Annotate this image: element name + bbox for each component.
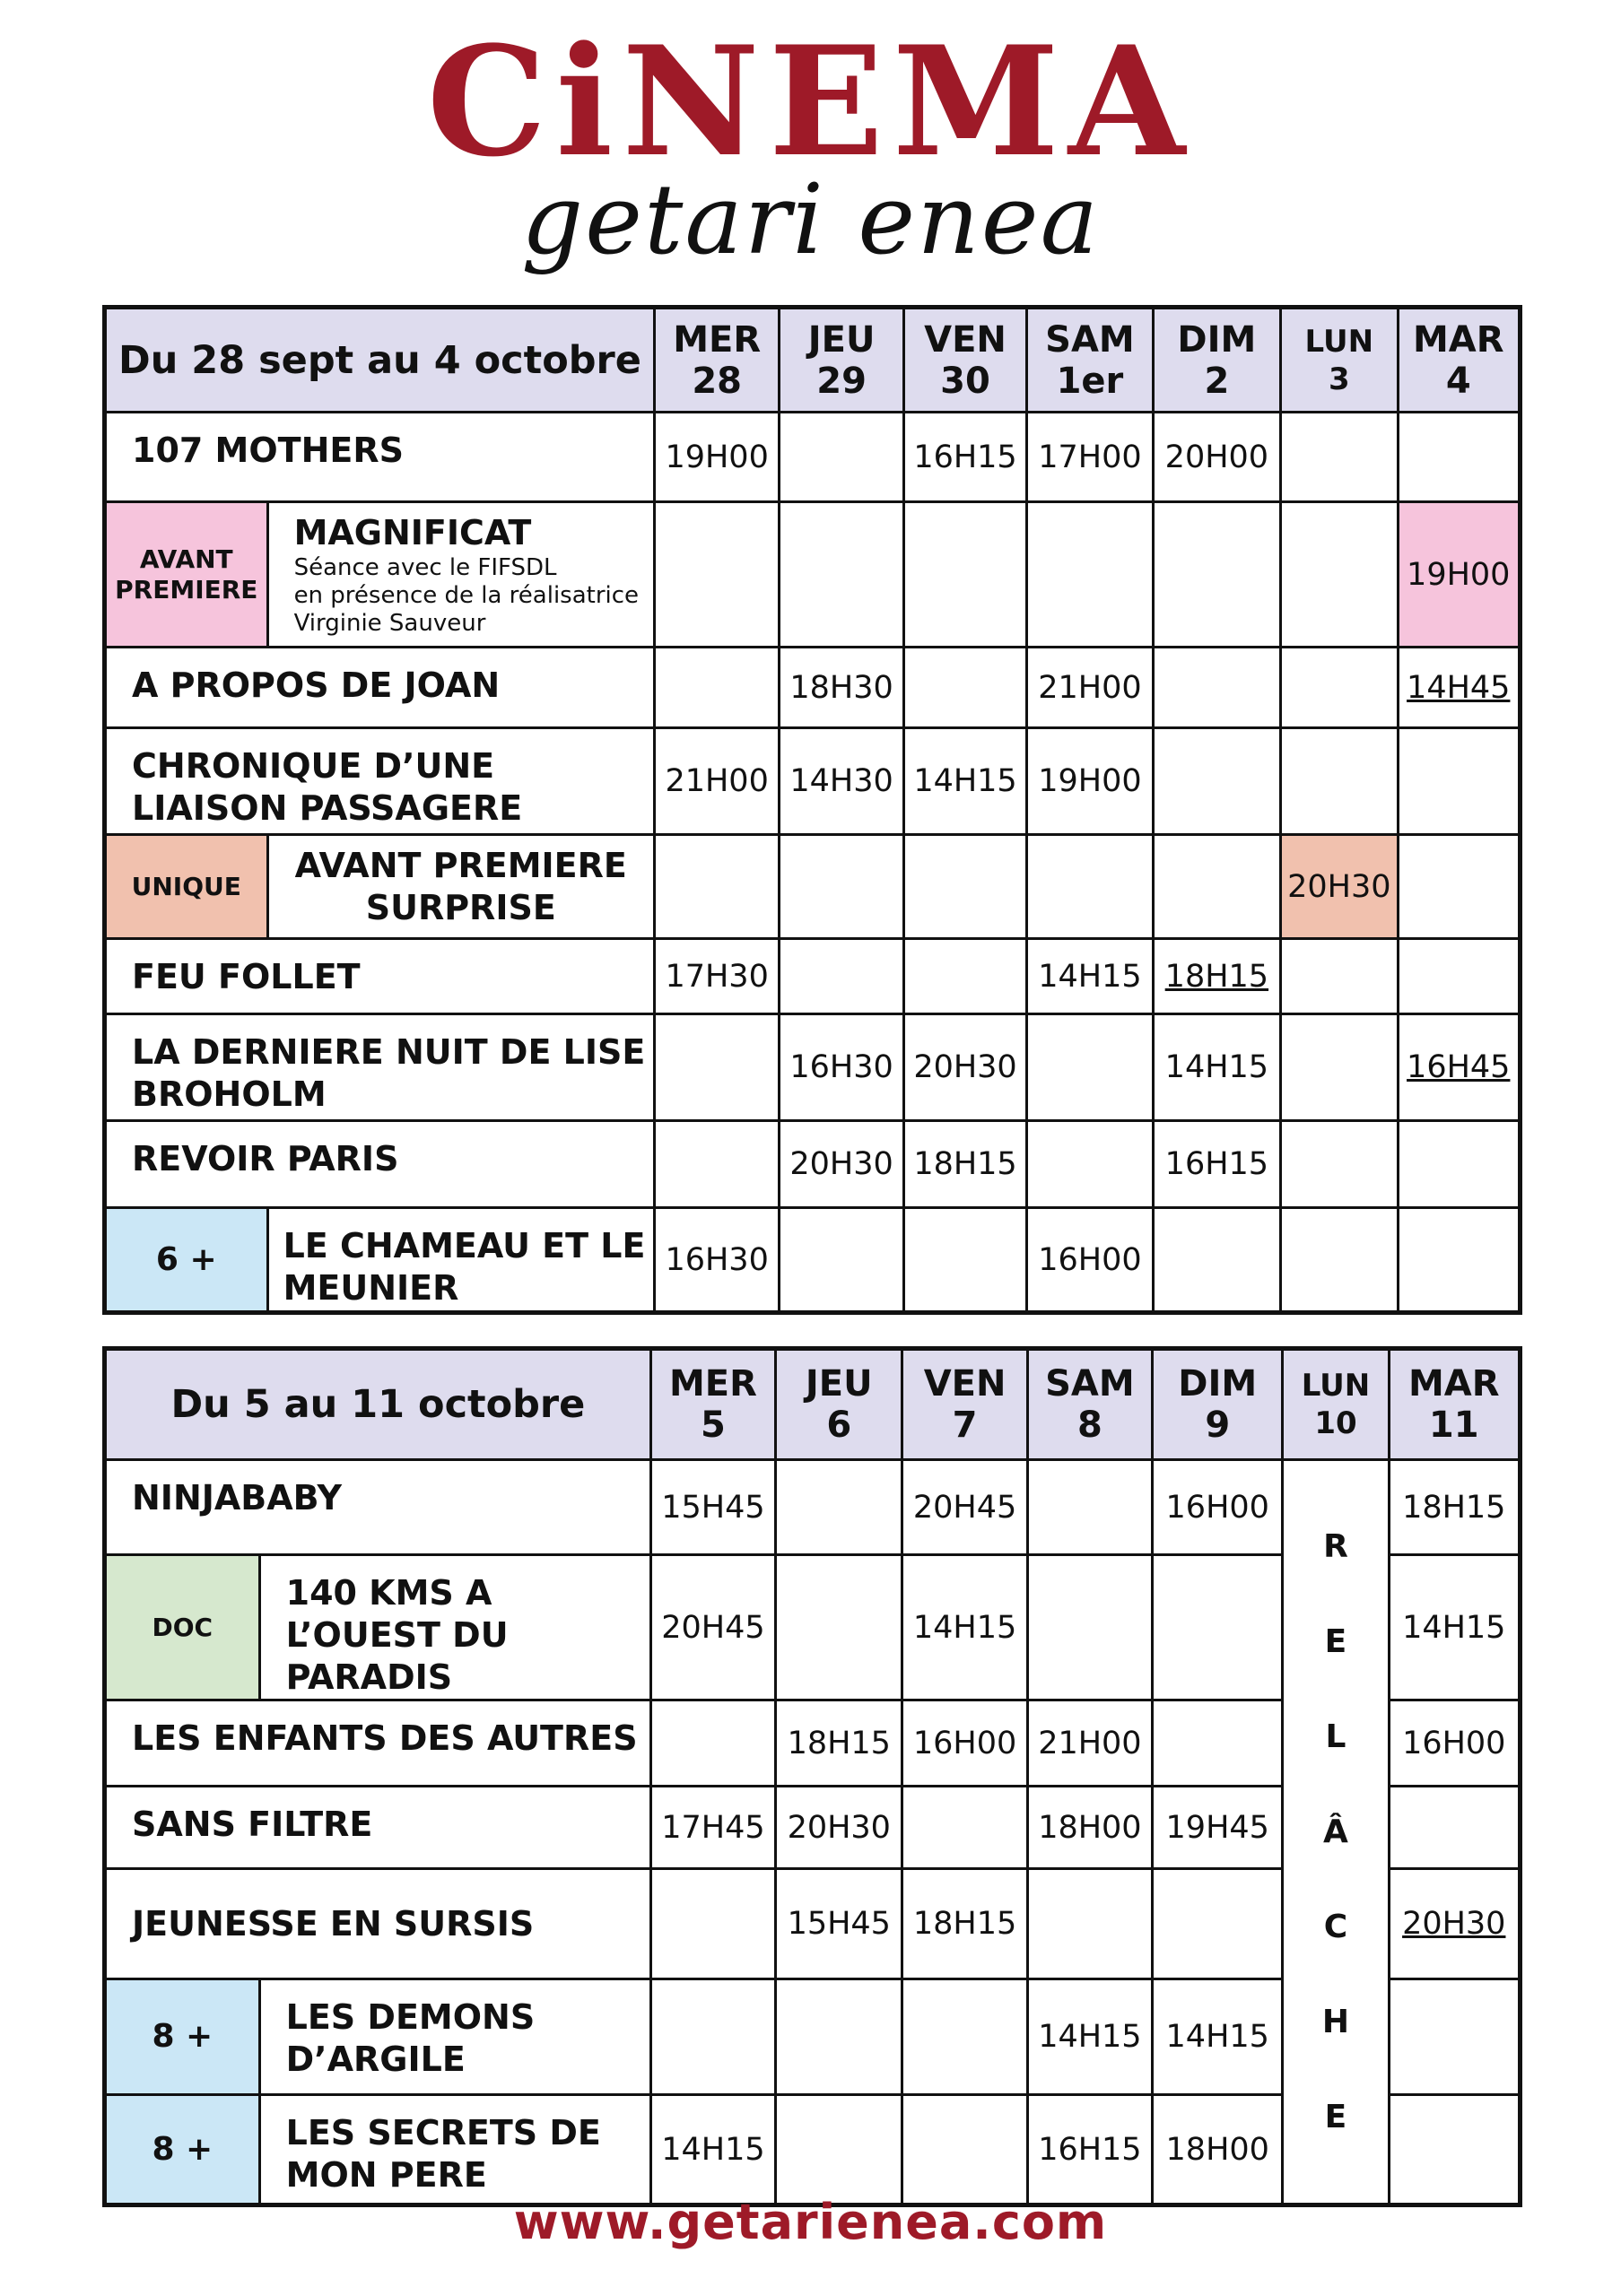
film-title: LE CHAMEAU ET LE MEUNIER <box>267 1208 654 1313</box>
showtime <box>780 413 903 502</box>
week1-header-row <box>105 308 1521 413</box>
day-header: JEU 6 <box>776 1349 902 1460</box>
showtime: 17H45 <box>650 1787 775 1869</box>
showtime <box>780 939 903 1014</box>
showtime: 18H15 <box>1153 939 1280 1014</box>
showtime: 17H00 <box>1027 413 1153 502</box>
showtime: 20H30 <box>903 1014 1026 1121</box>
showtime <box>1153 1555 1283 1700</box>
showtime: 18H00 <box>1153 2095 1283 2205</box>
showtime: 19H00 <box>1398 502 1521 648</box>
day-header: MAR 4 <box>1398 308 1521 413</box>
showtime <box>1153 502 1280 648</box>
showtime <box>1027 1869 1152 1979</box>
showtime: 16H00 <box>1389 1700 1520 1787</box>
showtime <box>780 502 903 648</box>
showtime <box>1398 728 1521 835</box>
showtime <box>1398 1121 1521 1208</box>
age-badge: 8 + <box>105 2095 260 2205</box>
showtime <box>1389 1979 1520 2095</box>
showtime <box>776 2095 902 2205</box>
film-row <box>105 502 1521 648</box>
showtime: 16H45 <box>1398 1014 1521 1121</box>
showtime: 16H15 <box>1153 1121 1280 1208</box>
showtime <box>776 1555 902 1700</box>
showtime: 16H00 <box>1153 1460 1283 1555</box>
showtime: 17H30 <box>654 939 779 1014</box>
film-title: A PROPOS DE JOAN <box>105 648 655 728</box>
cinema-logo: CiNEMA <box>426 13 1195 190</box>
unique-badge: UNIQUE <box>105 835 268 939</box>
showtime <box>650 1979 775 2095</box>
day-header: LUN 10 <box>1283 1349 1389 1460</box>
showtime <box>903 502 1026 648</box>
film-row <box>105 1460 1521 1555</box>
film-row <box>105 1121 1521 1208</box>
showtime <box>1153 1869 1283 1979</box>
week2-header-row <box>105 1349 1521 1460</box>
film-title: SANS FILTRE <box>105 1787 651 1869</box>
showtime <box>654 1121 779 1208</box>
film-note: en présence de la réalisatrice <box>293 582 640 609</box>
film-note: Virginie Sauveur <box>293 610 486 637</box>
day-header: VEN 30 <box>903 308 1026 413</box>
showtime: 16H00 <box>902 1700 1027 1787</box>
showtime <box>654 648 779 728</box>
age-badge: 6 + <box>105 1208 268 1313</box>
showtime <box>1398 939 1521 1014</box>
showtime: 16H30 <box>654 1208 779 1313</box>
film-title: CHRONIQUE D’UNE LIAISON PASSAGERE <box>105 728 655 835</box>
film-title: LES DEMONS D’ARGILE <box>259 1979 650 2095</box>
showtime: 18H30 <box>780 648 903 728</box>
showtime: 16H00 <box>1027 1208 1153 1313</box>
showtime: 20H30 <box>1281 835 1398 939</box>
website-link[interactable]: www.getarienea.com <box>513 2194 1108 2250</box>
showtime <box>1389 2095 1520 2205</box>
showtime <box>1027 835 1153 939</box>
showtime <box>1027 1555 1152 1700</box>
showtime <box>1281 1208 1398 1313</box>
showtime <box>654 502 779 648</box>
showtime <box>902 1787 1027 1869</box>
showtime: 18H00 <box>1027 1787 1152 1869</box>
day-header: LUN 3 <box>1281 308 1398 413</box>
showtime <box>903 835 1026 939</box>
showtime: 15H45 <box>650 1460 775 1555</box>
film-title: JEUNESSE EN SURSIS <box>105 1869 651 1979</box>
film-title: LES SECRETS DE MON PERE <box>259 2095 650 2205</box>
film-title: NINJABABY <box>105 1460 651 1555</box>
showtime: 20H00 <box>1153 413 1280 502</box>
film-row <box>105 1208 1521 1313</box>
showtime: 19H00 <box>1027 728 1153 835</box>
showtime: 18H15 <box>776 1700 902 1787</box>
showtime <box>1153 835 1280 939</box>
showtime <box>1281 413 1398 502</box>
film-row <box>105 728 1521 835</box>
film-title: LA DERNIERE NUIT DE LISE BROHOLM <box>105 1014 655 1121</box>
film-row <box>105 939 1521 1014</box>
week2-schedule-table <box>102 1346 1522 2207</box>
showtime: 20H45 <box>650 1555 775 1700</box>
showtime <box>654 1014 779 1121</box>
showtime: 14H30 <box>780 728 903 835</box>
showtime <box>1281 1014 1398 1121</box>
day-header: MER 5 <box>650 1349 775 1460</box>
day-header: VEN 7 <box>902 1349 1027 1460</box>
film-title: AVANT PREMIERE SURPRISE <box>267 835 654 939</box>
showtime <box>1281 728 1398 835</box>
showtime <box>903 939 1026 1014</box>
showtime: 14H45 <box>1398 648 1521 728</box>
showtime <box>780 835 903 939</box>
film-note: Séance avec le FIFSDL <box>293 554 557 581</box>
showtime: 19H00 <box>654 413 779 502</box>
day-header: MER 28 <box>654 308 779 413</box>
showtime <box>1389 1787 1520 1869</box>
week2-date-range: Du 5 au 11 octobre <box>105 1349 651 1460</box>
day-header: SAM 8 <box>1027 1349 1152 1460</box>
showtime: 19H45 <box>1153 1787 1283 1869</box>
film-row <box>105 648 1521 728</box>
film-title: LES ENFANTS DES AUTRES <box>105 1700 651 1787</box>
showtime: 16H15 <box>1027 2095 1152 2205</box>
showtime: 14H15 <box>1153 1979 1283 2095</box>
showtime: 18H15 <box>902 1869 1027 1979</box>
showtime <box>650 1869 775 1979</box>
film-row <box>105 1014 1521 1121</box>
showtime <box>650 1700 775 1787</box>
showtime <box>1153 1700 1283 1787</box>
showtime <box>776 1460 902 1555</box>
cinema-subtitle: getari enea <box>520 164 1101 276</box>
showtime: 14H15 <box>903 728 1026 835</box>
showtime <box>1281 1121 1398 1208</box>
age-badge: 8 + <box>105 1979 260 2095</box>
showtime <box>1153 728 1280 835</box>
showtime: 14H15 <box>1027 939 1153 1014</box>
film-row <box>105 413 1521 502</box>
doc-badge: DOC <box>105 1555 260 1700</box>
showtime: 14H15 <box>1153 1014 1280 1121</box>
film-title-cell <box>267 502 654 648</box>
film-title: 107 MOTHERS <box>105 413 655 502</box>
showtime: 16H15 <box>903 413 1026 502</box>
showtime <box>1398 835 1521 939</box>
showtime <box>902 1979 1027 2095</box>
day-header: SAM 1er <box>1027 308 1153 413</box>
showtime <box>1281 939 1398 1014</box>
showtime: 21H00 <box>654 728 779 835</box>
showtime: 14H15 <box>902 1555 1027 1700</box>
showtime: 18H15 <box>903 1121 1026 1208</box>
showtime: 14H15 <box>650 2095 775 2205</box>
week1-date-range: Du 28 sept au 4 octobre <box>105 308 655 413</box>
day-header: DIM 2 <box>1153 308 1280 413</box>
showtime <box>780 1208 903 1313</box>
week1-schedule-table <box>102 305 1522 1315</box>
showtime <box>1281 502 1398 648</box>
day-header: MAR 11 <box>1389 1349 1520 1460</box>
day-header: JEU 29 <box>780 308 903 413</box>
showtime <box>1027 1014 1153 1121</box>
relache-closed-column: R E L Â C H E <box>1283 1460 1389 2205</box>
film-title: MAGNIFICAT <box>293 513 532 552</box>
showtime <box>1398 1208 1521 1313</box>
showtime <box>1027 502 1153 648</box>
showtime: 14H15 <box>1389 1555 1520 1700</box>
showtime <box>654 835 779 939</box>
showtime <box>903 1208 1026 1313</box>
showtime <box>1153 1208 1280 1313</box>
showtime: 21H00 <box>1027 648 1153 728</box>
showtime: 14H15 <box>1027 1979 1152 2095</box>
film-row <box>105 835 1521 939</box>
showtime <box>1027 1460 1152 1555</box>
day-header: DIM 9 <box>1153 1349 1283 1460</box>
showtime: 16H30 <box>780 1014 903 1121</box>
avant-premiere-badge: AVANT PREMIERE <box>105 502 268 648</box>
showtime: 20H30 <box>1389 1869 1520 1979</box>
showtime <box>1153 648 1280 728</box>
showtime: 20H30 <box>776 1787 902 1869</box>
showtime: 18H15 <box>1389 1460 1520 1555</box>
showtime <box>1027 1121 1153 1208</box>
showtime: 20H45 <box>902 1460 1027 1555</box>
showtime <box>903 648 1026 728</box>
film-title: 140 KMS A L’OUEST DU PARADIS <box>259 1555 650 1700</box>
showtime <box>776 1979 902 2095</box>
showtime: 20H30 <box>780 1121 903 1208</box>
film-title: REVOIR PARIS <box>105 1121 655 1208</box>
showtime: 21H00 <box>1027 1700 1152 1787</box>
showtime: 15H45 <box>776 1869 902 1979</box>
showtime <box>1398 413 1521 502</box>
showtime <box>1281 648 1398 728</box>
showtime <box>902 2095 1027 2205</box>
film-title: FEU FOLLET <box>105 939 655 1014</box>
